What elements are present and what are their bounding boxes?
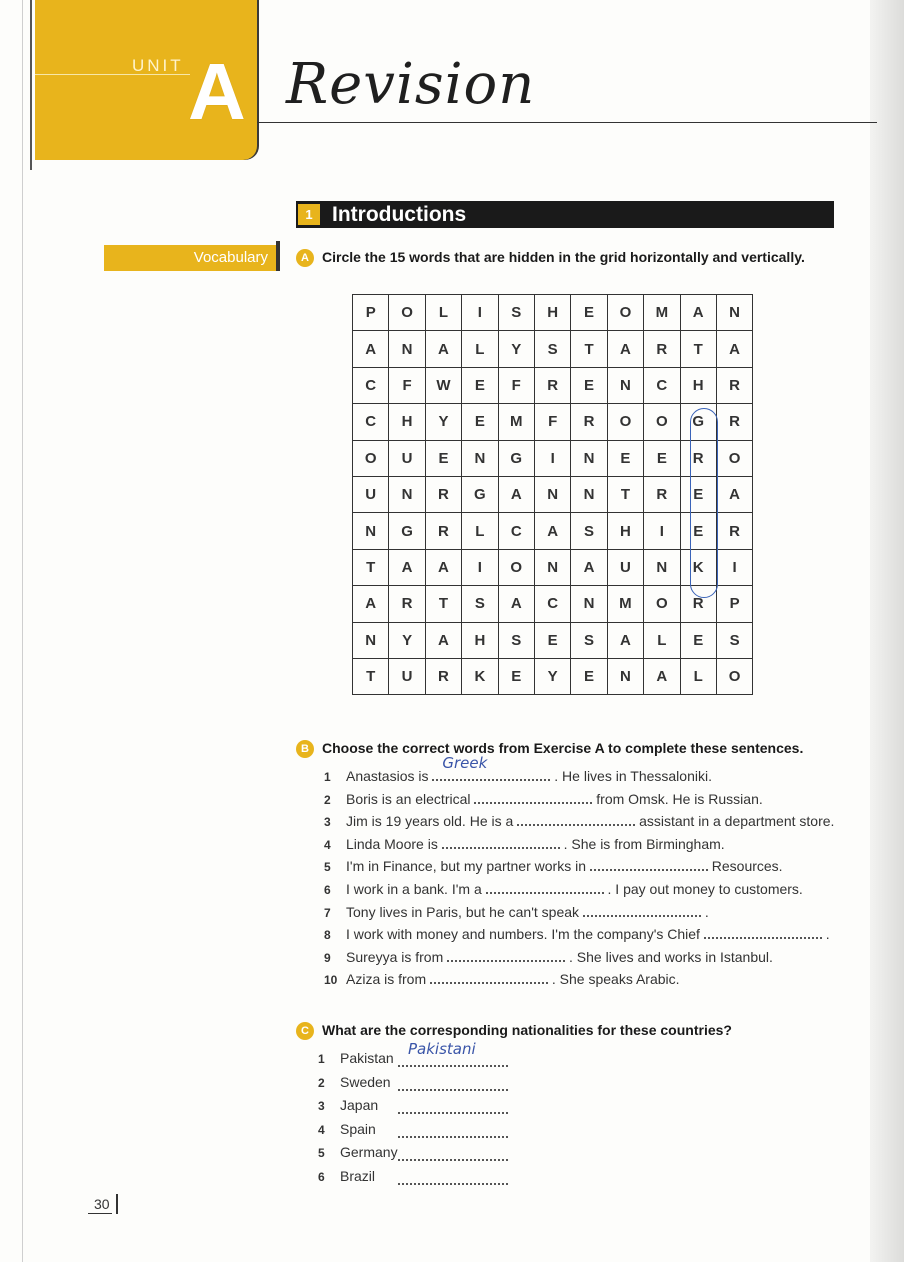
grid-cell[interactable]: N [353, 622, 389, 658]
grid-cell[interactable]: N [534, 549, 570, 585]
grid-cell[interactable]: M [644, 295, 680, 331]
handwritten-answer: Pakistani [408, 1040, 476, 1058]
grid-cell[interactable]: A [607, 622, 643, 658]
sentence-after: . I pay out money to customers. [607, 881, 803, 897]
grid-cell[interactable]: N [571, 586, 607, 622]
grid-cell[interactable]: A [716, 331, 752, 367]
answer-blank[interactable] [398, 1101, 508, 1114]
unit-letter: A [188, 47, 246, 136]
grid-cell[interactable]: E [462, 404, 498, 440]
grid-cell[interactable]: R [425, 476, 461, 512]
grid-cell[interactable]: S [716, 622, 752, 658]
grid-cell[interactable]: A [607, 331, 643, 367]
grid-cell[interactable]: T [353, 549, 389, 585]
answer-blank[interactable] [590, 858, 708, 871]
grid-cell[interactable]: A [534, 513, 570, 549]
grid-cell[interactable]: E [680, 622, 716, 658]
handwritten-answer: Greek [442, 754, 488, 772]
grid-cell[interactable]: N [644, 549, 680, 585]
sentence-text [346, 836, 725, 852]
item-number: 4 [318, 1122, 325, 1137]
grid-cell[interactable]: E [571, 367, 607, 403]
grid-cell[interactable]: E [571, 295, 607, 331]
grid-row [353, 658, 753, 694]
grid-cell[interactable]: T [571, 331, 607, 367]
grid-cell[interactable]: N [571, 476, 607, 512]
grid-cell[interactable]: N [389, 476, 425, 512]
item-number: 2 [324, 792, 331, 807]
answer-blank[interactable] [517, 813, 635, 826]
sentence-text [346, 791, 763, 807]
grid-cell[interactable]: R [716, 513, 752, 549]
grid-cell[interactable]: E [571, 658, 607, 694]
country-name: Germany [340, 1144, 398, 1160]
grid-cell[interactable]: O [607, 295, 643, 331]
grid-cell[interactable]: R [716, 404, 752, 440]
grid-cell[interactable]: A [644, 658, 680, 694]
grid-cell[interactable]: A [498, 476, 534, 512]
answer-blank[interactable] [430, 971, 548, 984]
sentence-after: . [825, 926, 830, 943]
grid-cell[interactable]: E [644, 440, 680, 476]
grid-cell[interactable]: H [462, 622, 498, 658]
grid-cell[interactable]: F [389, 367, 425, 403]
grid-cell[interactable]: S [571, 513, 607, 549]
answer-blank[interactable] [442, 836, 560, 849]
grid-cell[interactable]: O [644, 586, 680, 622]
grid-cell[interactable]: K [462, 658, 498, 694]
sentence-after: . She is from Birmingham. [563, 835, 725, 852]
sentence-before: Linda Moore is [346, 835, 438, 852]
exercise-b-list [324, 754, 864, 1008]
grid-cell[interactable]: Y [534, 658, 570, 694]
sentence-before: Tony lives in Paris, but he can't speak [346, 903, 580, 920]
grid-cell[interactable]: E [607, 440, 643, 476]
grid-cell[interactable]: G [462, 476, 498, 512]
grid-cell[interactable]: A [498, 586, 534, 622]
grid-cell[interactable]: N [716, 295, 752, 331]
grid-cell[interactable]: A [353, 586, 389, 622]
grid-cell[interactable]: Y [389, 622, 425, 658]
page-title: Revision [286, 52, 536, 117]
grid-cell[interactable]: N [534, 476, 570, 512]
grid-cell[interactable]: R [716, 367, 752, 403]
answer-blank[interactable] [583, 904, 701, 917]
sentence-text [346, 949, 773, 965]
country-name: Japan [340, 1097, 379, 1113]
grid-cell[interactable]: O [644, 404, 680, 440]
sentence-before: Aziza is from [346, 971, 427, 988]
answer-blank[interactable] [398, 1148, 508, 1161]
item-number: 6 [324, 883, 331, 897]
unit-label: UNIT [132, 56, 184, 75]
answer-blank[interactable] [398, 1125, 508, 1138]
sentence-after: from Omsk. He is Russian. [596, 790, 763, 807]
grid-cell[interactable]: I [716, 549, 752, 585]
grid-cell[interactable]: R [425, 658, 461, 694]
answer-blank[interactable] [704, 926, 822, 939]
item-number: 3 [324, 815, 331, 830]
country-name: Sweden [340, 1073, 391, 1090]
grid-cell[interactable]: E [425, 440, 461, 476]
grid-cell[interactable]: H [607, 513, 643, 549]
title-rule [257, 122, 877, 123]
sentence-before: Sureyya is from [346, 948, 444, 965]
section-number: 1 [298, 204, 320, 225]
item-number: 3 [318, 1099, 325, 1113]
item-number: 8 [324, 928, 331, 943]
sentence-text [346, 881, 803, 897]
item-number: 7 [324, 905, 331, 920]
grid-cell[interactable]: E [680, 513, 716, 549]
grid-cell[interactable]: L [680, 658, 716, 694]
answer-blank[interactable] [447, 949, 565, 962]
grid-cell[interactable]: S [462, 586, 498, 622]
item-number: 5 [318, 1146, 325, 1160]
grid-row [353, 331, 753, 367]
exercise-a-badge: A [296, 249, 314, 267]
item-number: 5 [324, 860, 331, 875]
section-title: Introductions [332, 203, 467, 226]
answer-blank[interactable] [398, 1078, 508, 1091]
grid-cell[interactable]: T [425, 586, 461, 622]
sentence-before: Boris is an electrical [346, 790, 471, 807]
grid-cell[interactable]: U [389, 658, 425, 694]
grid-cell[interactable]: E [462, 367, 498, 403]
grid-cell[interactable]: T [607, 476, 643, 512]
item-number: 10 [324, 973, 338, 988]
grid-cell[interactable]: A [353, 331, 389, 367]
grid-cell[interactable]: I [644, 513, 680, 549]
sentence-before: I'm in Finance, but my partner works in [346, 858, 586, 875]
grid-cell[interactable]: U [353, 476, 389, 512]
sentence-before: I work in a bank. I'm a [346, 881, 482, 897]
vocabulary-tag: Vocabulary [104, 245, 276, 271]
grid-cell[interactable]: R [425, 513, 461, 549]
sentence-before: Anastasios is [346, 768, 429, 784]
exercise-c-badge: C [296, 1022, 314, 1040]
grid-cell[interactable]: Y [425, 404, 461, 440]
grid-cell[interactable]: R [680, 586, 716, 622]
sentence-after: Resources. [711, 858, 783, 875]
grid-cell[interactable]: A [425, 622, 461, 658]
grid-cell[interactable]: C [353, 367, 389, 403]
grid-cell[interactable]: R [534, 367, 570, 403]
answer-blank[interactable] [398, 1040, 508, 1067]
sentence-after: . She speaks Arabic. [551, 971, 680, 988]
grid-cell[interactable]: N [607, 658, 643, 694]
grid-cell[interactable]: O [389, 295, 425, 331]
grid-cell[interactable]: N [571, 440, 607, 476]
answer-blank[interactable] [486, 881, 604, 894]
grid-cell[interactable]: W [425, 367, 461, 403]
grid-cell[interactable]: E [680, 476, 716, 512]
vocabulary-tag-cap [276, 241, 280, 271]
country-name: Brazil [340, 1167, 376, 1184]
grid-cell[interactable]: O [353, 440, 389, 476]
grid-cell[interactable]: L [644, 622, 680, 658]
grid-cell[interactable]: A [680, 295, 716, 331]
grid-cell[interactable]: R [644, 331, 680, 367]
grid-cell[interactable]: R [571, 404, 607, 440]
grid-cell[interactable]: H [389, 404, 425, 440]
grid-cell[interactable]: O [716, 440, 752, 476]
grid-cell[interactable]: P [353, 295, 389, 331]
grid-cell[interactable]: I [462, 549, 498, 585]
answer-blank[interactable] [432, 754, 550, 781]
exercise-c-list [318, 1040, 618, 1200]
answer-blank[interactable] [398, 1172, 508, 1185]
grid-cell[interactable]: S [498, 622, 534, 658]
grid-cell[interactable]: A [425, 331, 461, 367]
grid-cell[interactable]: R [680, 440, 716, 476]
sentence-text [346, 813, 834, 829]
grid-cell[interactable]: N [353, 513, 389, 549]
page-edge [22, 0, 23, 1262]
grid-cell[interactable]: F [498, 367, 534, 403]
grid-cell[interactable]: K [680, 549, 716, 585]
grid-row [353, 622, 753, 658]
page-number: 30 [88, 1196, 112, 1214]
exercise-b-badge: B [296, 740, 314, 758]
grid-cell[interactable]: C [534, 586, 570, 622]
sentence-before: Jim is 19 years old. He is a [346, 813, 514, 830]
exercise-a-instruction: Circle the 15 words that are hidden in the grid horizontally and vertically. [322, 249, 805, 265]
grid-cell[interactable]: L [462, 331, 498, 367]
grid-row [353, 367, 753, 403]
grid-cell[interactable]: S [571, 622, 607, 658]
item-number: 1 [324, 770, 331, 784]
grid-cell[interactable]: S [534, 331, 570, 367]
grid-cell[interactable]: H [680, 367, 716, 403]
sentence-after: . She lives and works in Istanbul. [569, 948, 773, 965]
grid-cell[interactable]: T [353, 658, 389, 694]
grid-cell[interactable]: H [534, 295, 570, 331]
item-number: 6 [318, 1169, 325, 1184]
sentence-text [346, 754, 712, 784]
grid-cell[interactable]: C [353, 404, 389, 440]
item-number: 2 [318, 1075, 325, 1090]
grid-cell[interactable]: Y [498, 331, 534, 367]
grid-cell[interactable]: A [571, 549, 607, 585]
sentence-text [346, 904, 709, 920]
grid-row [353, 295, 753, 331]
sentence-text [346, 971, 680, 987]
page-number-cap [116, 1194, 118, 1214]
item-number: 4 [324, 837, 331, 852]
grid-cell[interactable]: U [607, 549, 643, 585]
grid-cell[interactable]: O [498, 549, 534, 585]
exercise-b-instruction: Choose the correct words from Exercise A to complete these sentences. [322, 740, 804, 756]
grid-cell[interactable]: S [498, 295, 534, 331]
grid-cell[interactable]: M [607, 586, 643, 622]
grid-cell[interactable]: C [644, 367, 680, 403]
country-name: Spain [340, 1120, 376, 1137]
grid-cell[interactable]: N [462, 440, 498, 476]
grid-cell[interactable]: N [389, 331, 425, 367]
grid-cell[interactable]: G [389, 513, 425, 549]
grid-cell[interactable]: A [389, 549, 425, 585]
item-number: 1 [318, 1052, 325, 1066]
answer-blank[interactable] [474, 791, 592, 804]
grid-cell[interactable]: G [680, 404, 716, 440]
grid-cell[interactable]: O [607, 404, 643, 440]
sentence-text [346, 858, 783, 874]
grid-cell[interactable]: O [716, 658, 752, 694]
grid-cell[interactable]: F [534, 404, 570, 440]
grid-cell[interactable]: I [534, 440, 570, 476]
sentence-text [346, 926, 830, 942]
grid-cell[interactable]: I [462, 295, 498, 331]
grid-cell[interactable]: L [462, 513, 498, 549]
grid-cell[interactable]: P [716, 586, 752, 622]
sentence-before: I work with money and numbers. I'm the company's Chief [346, 926, 700, 943]
grid-cell[interactable]: T [680, 331, 716, 367]
grid-cell[interactable]: U [389, 440, 425, 476]
grid-cell[interactable]: A [425, 549, 461, 585]
country-name: Pakistan [340, 1050, 394, 1066]
grid-cell[interactable]: M [498, 404, 534, 440]
grid-cell[interactable]: L [425, 295, 461, 331]
grid-cell[interactable]: E [498, 658, 534, 694]
grid-cell[interactable]: R [644, 476, 680, 512]
grid-cell[interactable]: N [607, 367, 643, 403]
grid-cell[interactable]: G [498, 440, 534, 476]
grid-cell[interactable]: R [389, 586, 425, 622]
circled-word-greek [690, 408, 718, 598]
item-number: 9 [324, 950, 331, 965]
exercise-c-instruction: What are the corresponding nationalities for these countries? [322, 1022, 732, 1038]
grid-cell[interactable]: E [534, 622, 570, 658]
page-edge-dark [30, 0, 32, 170]
grid-cell[interactable]: A [716, 476, 752, 512]
sentence-after: . [704, 903, 709, 920]
grid-cell[interactable]: C [498, 513, 534, 549]
sentence-after: . He lives in Thessaloniki. [554, 768, 712, 784]
sentence-after: assistant in a department store. [639, 813, 835, 830]
page-shadow [870, 0, 904, 1262]
